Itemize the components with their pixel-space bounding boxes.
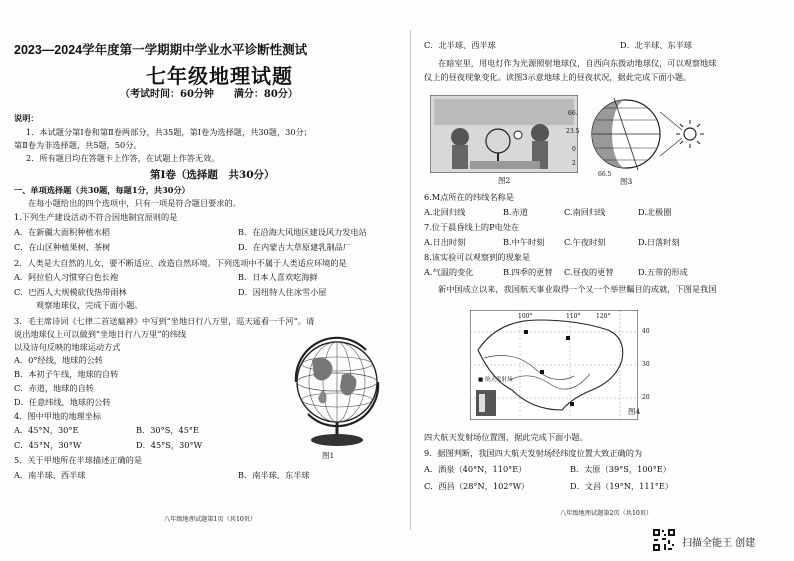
q2-option-c: C．巴西人大规模砍伐热带雨林 (14, 287, 127, 297)
q6-option-b: B.赤道 (503, 207, 528, 217)
section1-title: 一、单项选择题（共30题，每题1分，共30分） (14, 185, 190, 195)
q7-option-a: A.日出时刻 (424, 237, 466, 247)
part1-title: 第Ⅰ卷（选择题 共30分） (150, 169, 275, 181)
question-1: 1.下列生产建设活动不符合因地制宜原则的是 (14, 212, 178, 222)
fig3-label-66: 66. (568, 110, 578, 117)
observe-instruction: 观察地球仪，完成下面小题。 (36, 300, 143, 310)
question-3-line2: 说出地球仪上可以做到“坐地日行八万里”的纬线 (14, 329, 187, 339)
q2-option-d: D．因纽特人住冰雪小屋 (238, 287, 327, 297)
q8-option-d: D.五带的形成 (638, 267, 688, 277)
question-7: 7.位于晨昏线上的P电处在 (424, 222, 520, 232)
figure-4-caption: 图4 (628, 407, 641, 416)
figure-2-lab-photo (430, 95, 578, 173)
question-5: 5．关于甲地所在半球描述正确的是 (14, 455, 143, 465)
q4-option-b: B．30°S，45°E (136, 425, 200, 435)
fig3-label-0: 0 (572, 146, 576, 153)
fig4-legend: ■ 航天发射场 (478, 377, 513, 383)
fig4-lon-110: 110° (566, 313, 581, 320)
q1-option-c: C．在山区种植果树、茶树 (14, 242, 111, 252)
map-instruction: 四大航天发射场位置图，据此完成下面小题。 (424, 432, 588, 442)
note-1b: 第Ⅱ卷为非选择题，共5题，50分。 (14, 140, 142, 150)
q5-option-c: C．北半球、西半球 (424, 40, 496, 50)
q6-option-a: A.北回归线 (424, 207, 466, 217)
q8-option-b: B.四季的更替 (503, 267, 553, 277)
q6-option-c: C.南回归线 (564, 207, 606, 217)
q7-option-b: B.中午时刻 (503, 237, 545, 247)
q3-option-d: D．任意纬线，地球的公转 (14, 397, 111, 407)
q5-option-a: A．南半球、西半球 (14, 470, 86, 480)
exam-title: 七年级地理试题 (146, 64, 293, 88)
space-intro-text: 新中国成立以来，我国航天事业取得一个又一个举世瞩目的成就，下图是我国 (438, 284, 717, 294)
q9-option-a: A．酒泉（40°N，110°E） (424, 464, 527, 474)
figure-1-caption: 图1 (322, 451, 335, 460)
note-1a: 1．本试题分第Ⅰ卷和第Ⅱ卷两部分，共35题，第Ⅰ卷为选择题，共30题，30分； (26, 127, 312, 137)
q5-option-d: D．北半球、东半球 (620, 40, 693, 50)
question-6: 6.M点所在的纬线名称是 (424, 192, 514, 202)
q1-option-d: D．在内蒙古大草原建乳制品厂 (238, 242, 352, 252)
question-2: 2．人类是大自然的儿女，要不断适应、改造自然环境。下列选项中不属于人类适应环境的是 (14, 258, 347, 268)
right-page-footer: 八年级地理试题第2页（共10页） (560, 510, 653, 517)
exam-time-score: （考试时间：60分钟 满分：80分） (120, 89, 298, 100)
lab-description-line1: 在暗室里，用电灯作为光源照射地球仪，自西向东拨动地球仪，可以观察地球 (438, 58, 717, 68)
question-3-line3: 以及诗句反映的地球运动方式 (14, 342, 121, 352)
question-8: 8.该实验可以观察到的现象是 (424, 252, 531, 262)
q4-option-d: D．45°S，30°W (136, 440, 202, 450)
q1-option-b: B．在沿海大风地区建设风力发电站 (238, 227, 367, 237)
notes-title: 说明： (14, 113, 39, 123)
page-divider (410, 30, 411, 530)
q6-option-d: D.北极圈 (638, 207, 672, 217)
q8-option-a: A.气温的变化 (424, 267, 474, 277)
lab-description-line2: 仪上的昼夜现象变化。读图3示意地球上的昼夜状况，据此完成下面小题。 (424, 72, 692, 82)
q3-option-a: A．0°经线，地球的公转 (14, 355, 103, 365)
question-4: 4．图中甲地的地理坐标 (14, 411, 102, 421)
note-2: 2．所有题目均在答题卡上作答，在试题上作答无效。 (26, 153, 220, 163)
fig3-label-23: 23.5 (566, 128, 580, 135)
q9-option-b: B．太原（39°S，100°E） (570, 464, 671, 474)
q9-option-d: D．文昌（19°N，111°E） (570, 481, 674, 491)
q8-option-c: C.昼夜的更替 (564, 267, 614, 277)
section1-instruction: 在每小题给出的四个选项中，只有一项是符合题目要求的。 (28, 198, 241, 208)
question-9: 9．据图判断，我国四大航天发射场经纬度位置大致正确的为 (424, 448, 643, 458)
q4-option-c: C．45°N，30°W (14, 440, 82, 450)
fig3-label-66-5: 66.5 (598, 171, 612, 178)
q2-option-b: B．日本人喜欢吃海鲜 (238, 272, 318, 282)
question-3-line1: 3．毛主席诗词《七律二首送瘟神》中写到“坐地日行八万里，巡天遥看一千河”。请 (14, 316, 315, 326)
q2-option-a: A．阿拉伯人习惯穿白色长袍 (14, 272, 119, 282)
figure-3-caption: 图3 (620, 177, 633, 186)
fig4-lon-120: 120° (596, 313, 611, 320)
fig3-label-2: 2 (572, 160, 576, 167)
q7-option-d: D.日落时刻 (638, 237, 680, 247)
q4-option-a: A．45°N，30°E (14, 425, 79, 435)
figure-1-globe (282, 330, 392, 455)
qr-code-icon (652, 528, 676, 552)
fig4-lat-20: 20 (642, 394, 650, 401)
fig4-lat-30: 30 (642, 361, 650, 368)
q3-option-c: C．赤道，地球的自转 (14, 383, 94, 393)
fig4-lon-100: 100° (518, 313, 533, 320)
left-page-footer: 八年级地理试题第1页（共10页） (164, 516, 257, 523)
fig4-lat-40: 40 (642, 328, 650, 335)
exam-header-line1: 2023—2024学年度第一学期期中学业水平诊断性测试 (14, 43, 308, 57)
q7-option-c: C.午夜时刻 (564, 237, 606, 247)
figure-3-day-night (586, 92, 708, 178)
q1-option-a: A．在新疆大面积种植水稻 (14, 227, 110, 237)
q5-option-b: B．南半球、东半球 (238, 470, 310, 480)
figure-2-caption: 图2 (498, 176, 511, 185)
figure-4-launch-sites-map (470, 310, 641, 420)
watermark-text: 扫描全能王 创建 (682, 538, 756, 549)
q9-option-c: C．西昌（28°N，102°W） (424, 481, 530, 491)
q3-option-b: B．本初子午线，地球的自转 (14, 369, 119, 379)
